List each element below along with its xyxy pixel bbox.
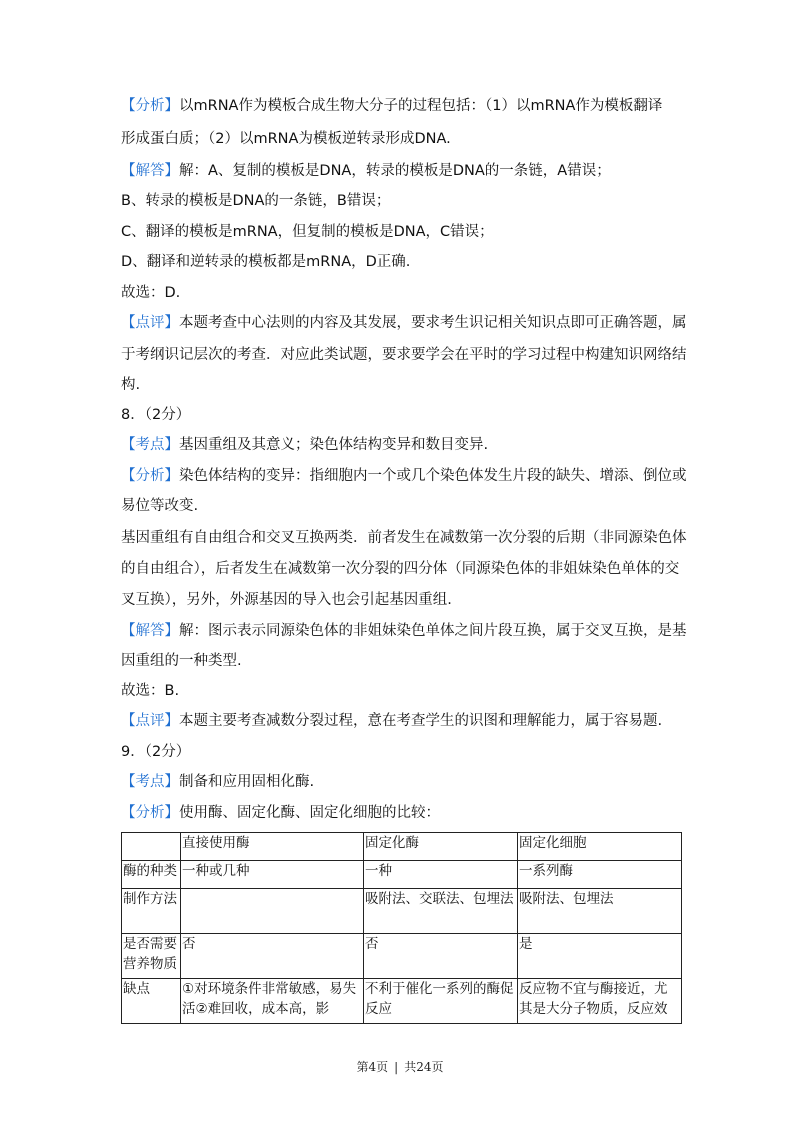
table-cell [181, 889, 364, 934]
line-text: 以mRNA作为模板合成生物大分子的过程包括：（1）以mRNA作为模板翻译 [179, 98, 663, 114]
line-text: 叉互换），另外，外源基因的导入也会引起基因重组. [121, 592, 452, 608]
table-cell: 是 [518, 934, 682, 979]
choice-line-2 [121, 681, 691, 701]
answer-line-3 [121, 222, 691, 242]
table-cell: 缺点 [122, 979, 181, 1024]
table-header-cell [122, 833, 181, 861]
table-cell: 吸附法、交联法、包埋法 [364, 889, 518, 934]
line-text: 9．（2分） [121, 744, 191, 760]
line-text: 因重组的一种类型. [121, 653, 242, 669]
table-row [122, 861, 682, 889]
line-text: 故选：D. [121, 285, 181, 301]
line-text: 制备和应用固相化酶. [179, 774, 315, 790]
line-text: 解：A、复制的模板是DNA，转录的模板是DNA的一条链，A错误； [179, 163, 611, 179]
analysis-line-6 [121, 559, 691, 579]
table-cell: 否 [181, 934, 364, 979]
line-text: 基因重组及其意义；染色体结构变异和数目变异. [179, 437, 489, 453]
question-9-heading [121, 742, 691, 762]
table-header-cell: 固定化细胞 [518, 833, 682, 861]
line-text: 形成蛋白质；（2）以mRNA为模板逆转录形成DNA. [121, 131, 451, 147]
answer-line-5 [121, 621, 691, 641]
line-text: 8．（2分） [121, 407, 191, 423]
table-cell: 反应物不宜与酶接近，尤其是大分子物质，反应效 [518, 979, 682, 1024]
section-tag: 【分析】 [121, 98, 179, 114]
analysis-line-1 [121, 96, 691, 116]
analysis-line-3 [121, 466, 691, 486]
answer-line-4 [121, 252, 691, 272]
line-text: 易位等改变. [121, 498, 199, 514]
total-pages-label: 共24页 [404, 1060, 444, 1074]
section-tag: 【分析】 [121, 805, 179, 821]
table-cell: 否 [364, 934, 518, 979]
line-text: 染色体结构的变异：指细胞内一个或几个染色体发生片段的缺失、增添、倒位或 [179, 468, 687, 484]
current-page-label: 第4页 [356, 1060, 389, 1074]
section-tag: 【点评】 [121, 315, 179, 331]
table-cell: 酶的种类 [122, 861, 181, 889]
question-8-heading [121, 405, 691, 425]
table-cell: 是否需要营养物质 [122, 934, 181, 979]
choice-line [121, 283, 691, 303]
line-text: 构. [121, 377, 141, 393]
enzyme-comparison-table [121, 832, 682, 1024]
table-row [122, 889, 682, 934]
line-text: 本题主要考查减数分裂过程，意在考查学生的识图和理解能力，属于容易题. [179, 713, 663, 729]
keypoint-line [121, 435, 691, 455]
footer-separator: | [394, 1060, 399, 1074]
section-tag: 【解答】 [121, 163, 179, 179]
table-cell: 一种或几种 [181, 861, 364, 889]
section-tag: 【点评】 [121, 713, 179, 729]
page-footer [0, 1058, 800, 1075]
answer-line-6 [121, 651, 691, 671]
line-text: 的自由组合），后者发生在减数第一次分裂的四分体（同源染色体的非姐妹染色单体的交 [121, 561, 680, 577]
table-cell: ①对环境条件非常敏感，易失活②难回收，成本高，影 [181, 979, 364, 1024]
analysis-line-4 [121, 496, 691, 516]
comment-line-4 [121, 711, 691, 731]
line-text: 本题考查中心法则的内容及其发展，要求考生识记相关知识点即可正确答题，属 [179, 315, 687, 331]
comment-line-3 [121, 375, 691, 395]
analysis-line-7 [121, 590, 691, 610]
table-cell: 吸附法、包埋法 [518, 889, 682, 934]
table-cell: 制作方法 [122, 889, 181, 934]
table-header-cell: 固定化酶 [364, 833, 518, 861]
table-cell: 一系列酶 [518, 861, 682, 889]
line-text: 基因重组有自由组合和交叉互换两类．前者发生在减数第一次分裂的后期（非同源染色体 [121, 530, 687, 546]
analysis-line-5 [121, 528, 691, 548]
keypoint-line-2 [121, 772, 691, 792]
table-cell: 一种 [364, 861, 518, 889]
section-tag: 【考点】 [121, 437, 179, 453]
line-text: B、转录的模板是DNA的一条链，B错误； [121, 193, 391, 209]
line-text: C、翻译的模板是mRNA，但复制的模板是DNA，C错误； [121, 224, 494, 240]
table-cell: 不利于催化一系列的酶促反应 [364, 979, 518, 1024]
analysis-line-8 [121, 803, 691, 823]
section-tag: 【解答】 [121, 623, 179, 639]
section-tag: 【考点】 [121, 774, 179, 790]
table-header-row [122, 833, 682, 861]
line-text: 解：图示表示同源染色体的非姐妹染色单体之间片段互换，属于交叉互换，是基 [179, 623, 687, 639]
table-header-cell: 直接使用酶 [181, 833, 364, 861]
analysis-line-2 [121, 129, 691, 149]
answer-line-1 [121, 161, 691, 181]
line-text: 故选：B. [121, 683, 180, 699]
line-text: 于考纲识记层次的考查．对应此类试题，要求要学会在平时的学习过程中构建知识网络结 [121, 347, 687, 363]
line-text: D、翻译和逆转录的模板都是mRNA，D正确. [121, 254, 411, 270]
comment-line-1 [121, 313, 691, 333]
table-row [122, 934, 682, 979]
section-tag: 【分析】 [121, 468, 179, 484]
comment-line-2 [121, 345, 691, 365]
answer-line-2 [121, 191, 691, 211]
line-text: 使用酶、固定化酶、固定化细胞的比较： [179, 805, 440, 821]
table-row [122, 979, 682, 1024]
